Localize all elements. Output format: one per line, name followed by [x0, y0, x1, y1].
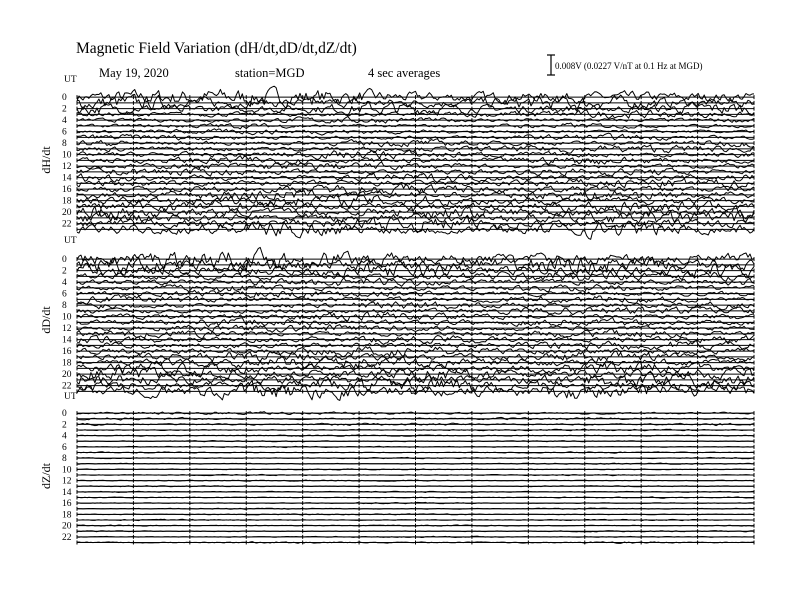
row-hour-label: 6: [62, 289, 67, 300]
row-hour-label: 20: [62, 521, 72, 532]
row-hour-label: 14: [62, 335, 72, 346]
row-hour-label: 22: [62, 381, 72, 392]
row-hour-label: 4: [62, 431, 67, 442]
row-hour-label: 14: [62, 487, 72, 498]
ut-axis-label: UT: [64, 75, 77, 85]
row-hour-label: 20: [62, 208, 72, 219]
panel-ylabel: dH/dt: [39, 146, 53, 174]
row-hour-label: 2: [62, 104, 67, 115]
panel-ylabel: dZ/dt: [39, 463, 53, 489]
date-label: May 19, 2020: [99, 66, 169, 80]
dD-panel: [39, 236, 754, 400]
row-hour-label: 18: [62, 358, 72, 369]
row-hour-label: 0: [62, 409, 67, 420]
row-hour-label: 10: [62, 150, 72, 161]
row-hour-label: 10: [62, 312, 72, 323]
row-hour-label: 8: [62, 301, 67, 312]
ut-axis-label: UT: [64, 392, 77, 402]
scale-bar: [547, 55, 555, 75]
row-hour-label: 0: [62, 255, 67, 266]
row-hour-label: 22: [62, 532, 72, 543]
averaging-label: 4 sec averages: [368, 66, 441, 80]
row-hour-label: 10: [62, 465, 72, 476]
panel-ylabel: dD/dt: [39, 306, 53, 334]
row-hour-label: 8: [62, 454, 67, 465]
dH-panel: [39, 75, 754, 239]
row-hour-label: 6: [62, 127, 67, 138]
row-hour-label: 16: [62, 347, 72, 358]
row-hour-label: 0: [62, 93, 67, 104]
row-hour-label: 2: [62, 266, 67, 277]
dZ-panel: [39, 392, 754, 544]
row-hour-label: 22: [62, 219, 72, 230]
scale-note: 0.008V (0.0227 V/nT at 0.1 Hz at MGD): [555, 61, 703, 71]
row-hour-label: 18: [62, 510, 72, 521]
chart-title: Magnetic Field Variation (dH/dt,dD/dt,dZ/dt): [76, 40, 357, 57]
row-hour-label: 12: [62, 476, 72, 487]
ut-axis-label: UT: [64, 236, 77, 246]
row-hour-label: 20: [62, 370, 72, 381]
row-hour-label: 12: [62, 162, 72, 173]
station-label: station=MGD: [235, 66, 305, 80]
row-hour-label: 6: [62, 442, 67, 453]
row-hour-label: 4: [62, 116, 67, 127]
row-hour-label: 16: [62, 499, 72, 510]
row-hour-label: 18: [62, 196, 72, 207]
panels: [39, 75, 754, 544]
row-hour-label: 16: [62, 185, 72, 196]
row-hour-label: 2: [62, 420, 67, 431]
row-hour-label: 8: [62, 139, 67, 150]
row-hour-label: 4: [62, 278, 67, 289]
row-hour-label: 14: [62, 173, 72, 184]
row-hour-label: 12: [62, 324, 72, 335]
